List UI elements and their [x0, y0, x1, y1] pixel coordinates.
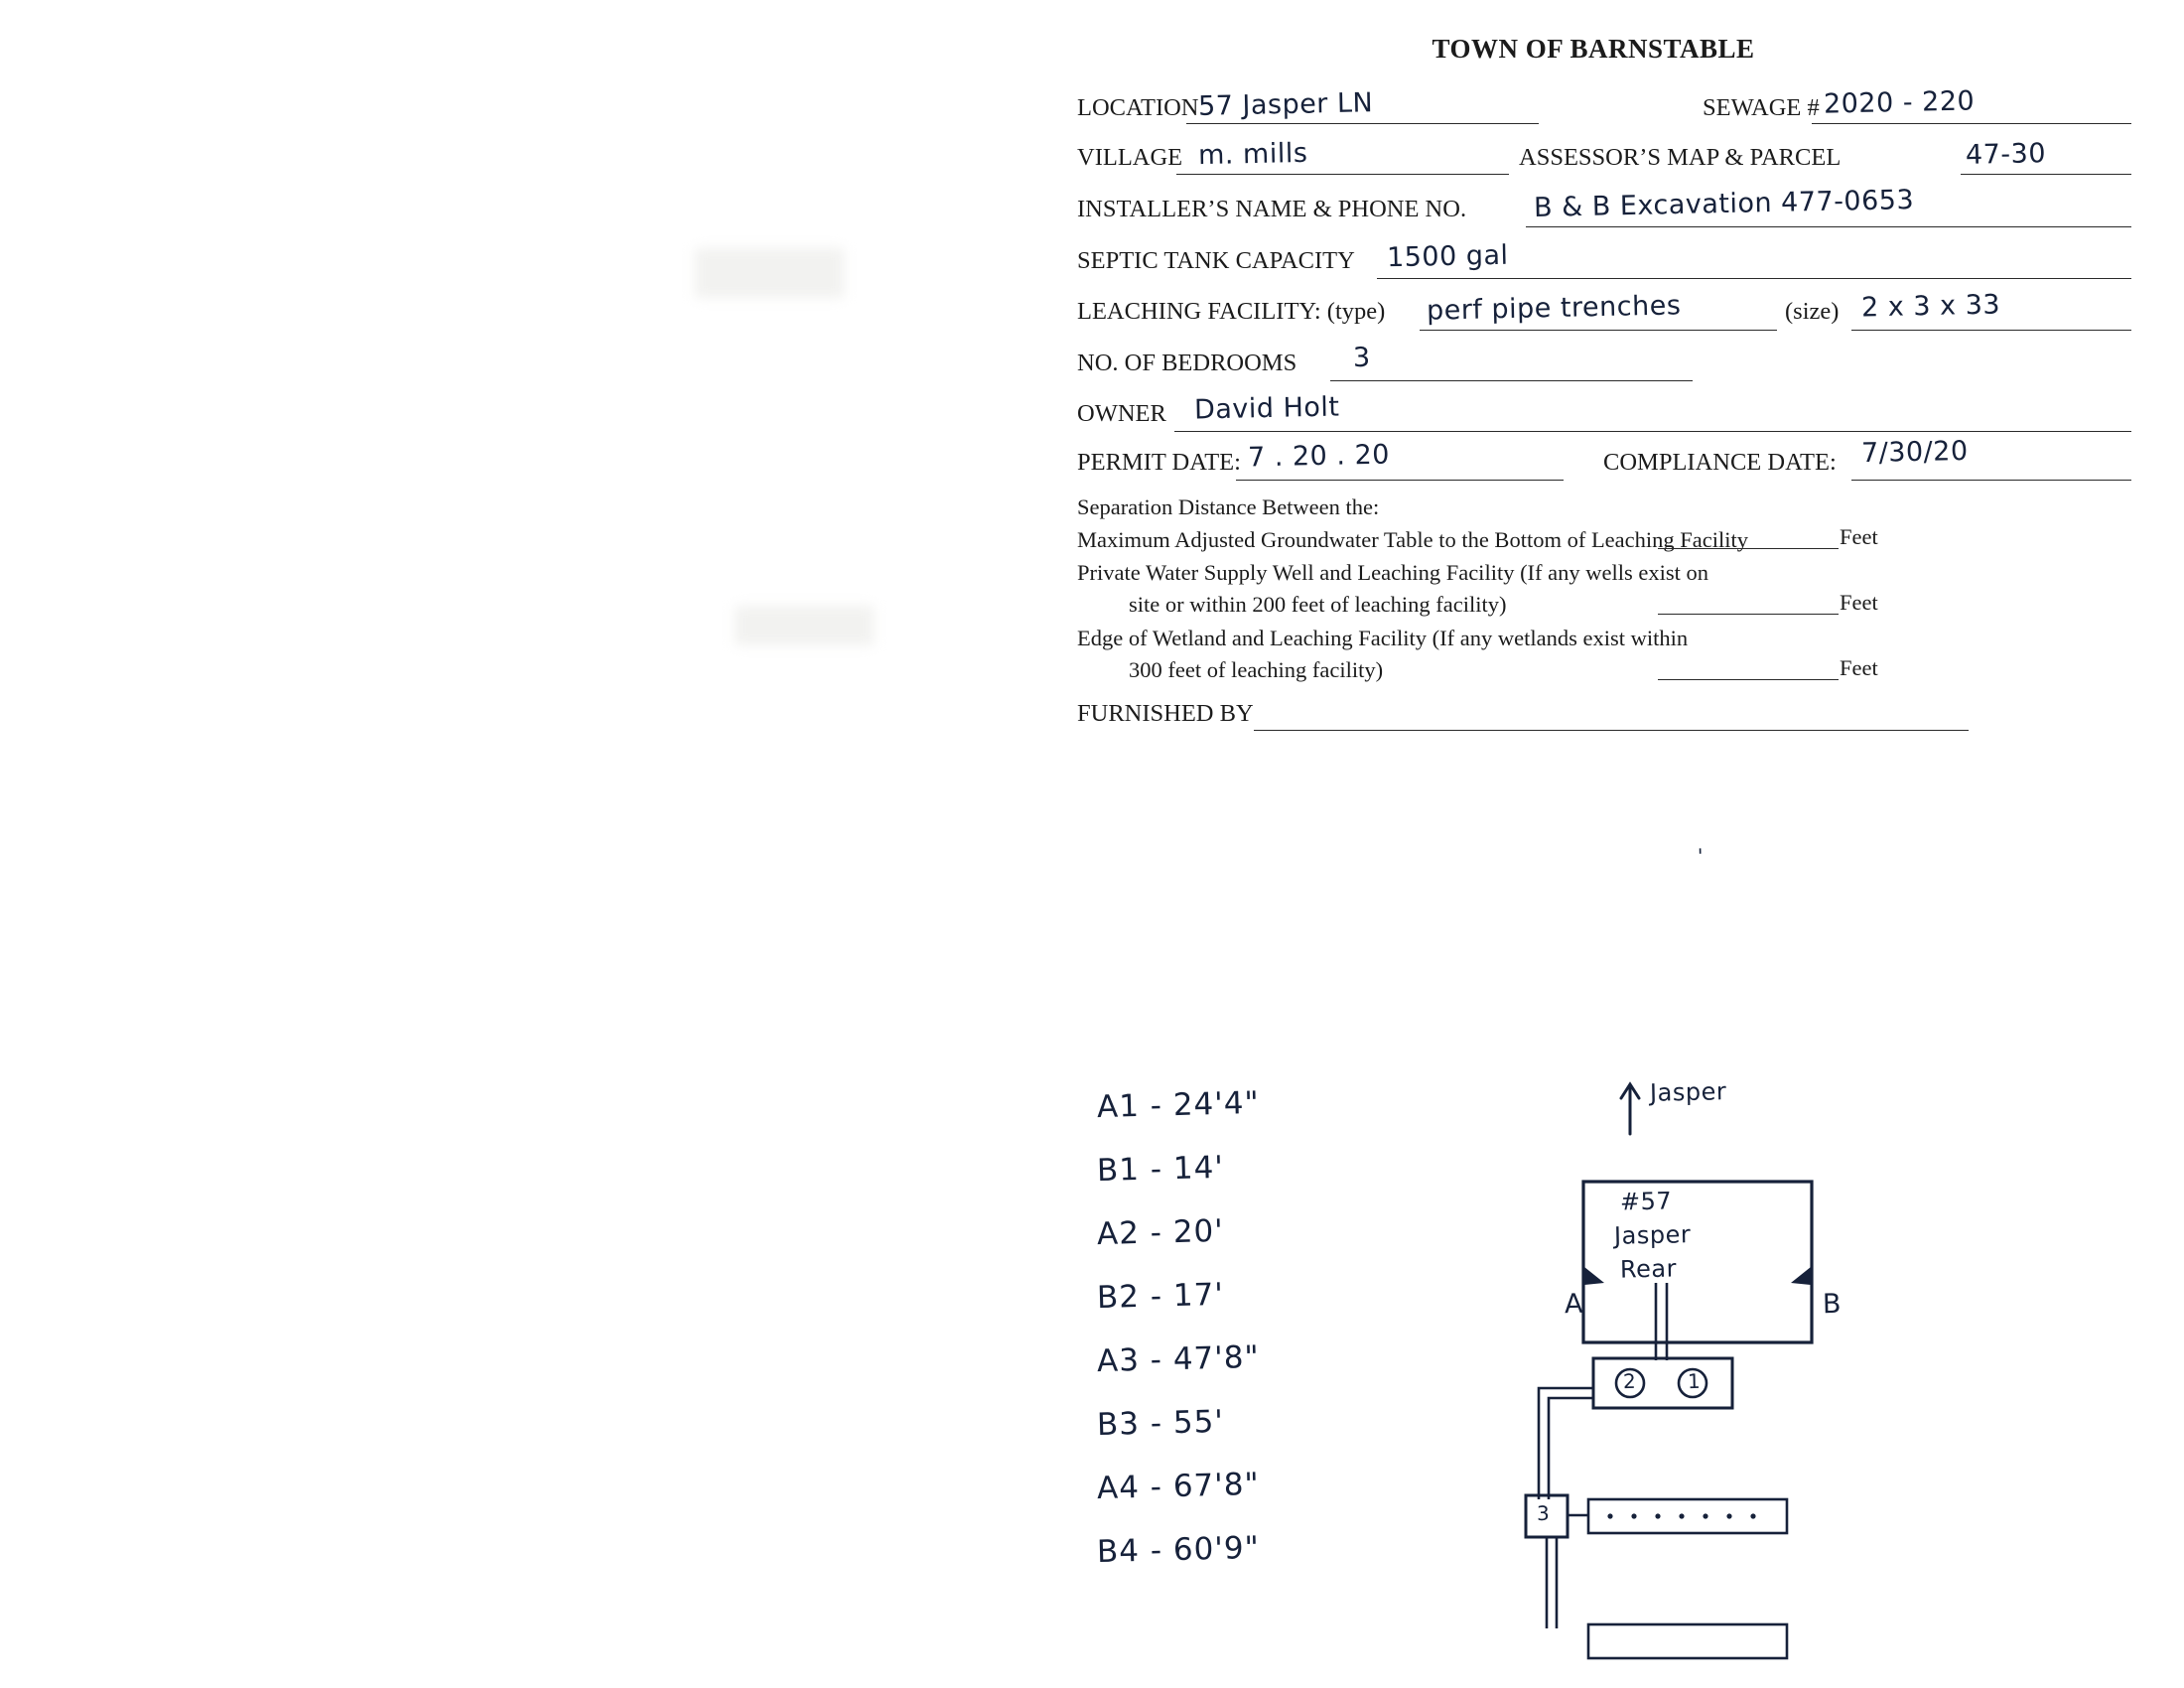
as-built-sketch — [1390, 1072, 2085, 1688]
list-item: A1 - 24'4" — [1096, 1084, 1261, 1126]
house-outline — [1583, 1182, 1812, 1342]
septic-tank-outline — [1593, 1358, 1732, 1408]
separation-line-2b: site or within 200 feet of leaching facility) — [1129, 592, 1507, 617]
village-value: m. mills — [1197, 137, 1308, 172]
separation-unit-2: Feet — [1840, 590, 1878, 615]
separation-rule-2 — [1658, 614, 1839, 615]
installer-rule — [1526, 226, 2131, 227]
tank-port-left-label: 2 — [1622, 1368, 1637, 1394]
bedrooms-value: 3 — [1352, 342, 1372, 374]
assessors-label: ASSESSOR’S MAP & PARCEL — [1519, 144, 1842, 171]
separation-line-3b: 300 feet of leaching facility) — [1129, 657, 1384, 682]
location-value: 57 Jasper LN — [1197, 87, 1374, 122]
list-item: A4 - 67'8" — [1096, 1466, 1261, 1507]
furnished-by-rule — [1254, 730, 1969, 731]
septic-capacity-label: SEPTIC TANK CAPACITY — [1077, 247, 1355, 274]
house-label-line-3: Rear — [1619, 1254, 1678, 1284]
sewage-value: 2020 - 220 — [1823, 85, 1976, 120]
separation-heading: Separation Distance Between the: — [1077, 494, 1380, 519]
house-label-line-1: #57 — [1619, 1187, 1673, 1216]
installer-value: B & B Excavation 477-0653 — [1533, 184, 1915, 224]
leaching-facility-label: LEACHING FACILITY: (type) — [1077, 298, 1386, 325]
septic-capacity-value: 1500 gal — [1386, 239, 1509, 274]
separation-rule-1 — [1658, 548, 1839, 549]
corner-marker-b-icon — [1791, 1267, 1811, 1285]
septic-capacity-rule — [1377, 278, 2131, 279]
compliance-date-value: 7/30/20 — [1860, 435, 1969, 470]
separation-line-1: Maximum Adjusted Groundwater Table to the Bottom of Leaching Facility — [1077, 527, 1749, 552]
list-item: B3 - 55' — [1096, 1403, 1225, 1444]
sketch-svg — [1390, 1072, 2085, 1688]
leaching-size-value: 2 x 3 x 33 — [1860, 289, 2001, 324]
corner-marker-a-label: A — [1564, 1288, 1584, 1321]
bedrooms-rule — [1330, 380, 1693, 381]
village-rule — [1176, 174, 1509, 175]
permit-date-rule — [1236, 480, 1564, 481]
street-arrow-icon — [1621, 1084, 1639, 1134]
stray-ink-mark: ' — [1697, 843, 1705, 869]
list-item: A2 - 20' — [1096, 1212, 1225, 1253]
tank-port-right-label: 1 — [1687, 1368, 1702, 1394]
dimension-list — [1096, 1084, 1261, 1596]
separation-rule-3 — [1658, 679, 1839, 680]
trench-perforation-dots — [1607, 1513, 1755, 1518]
assessors-value: 47-30 — [1965, 138, 2047, 171]
installer-label: INSTALLER’S NAME & PHONE NO. — [1077, 196, 1467, 222]
sewage-label: SEWAGE # — [1703, 94, 1820, 121]
separation-unit-1: Feet — [1840, 524, 1878, 549]
assessors-rule — [1961, 174, 2131, 175]
scan-smudge — [735, 606, 874, 645]
location-rule — [1186, 123, 1539, 124]
separation-line-2a: Private Water Supply Well and Leaching Facility (If any wells exist on — [1077, 560, 1709, 585]
leaching-type-value: perf pipe trenches — [1426, 290, 1682, 327]
owner-value: David Holt — [1193, 391, 1340, 426]
leaching-trench-1 — [1588, 1499, 1787, 1533]
owner-label: OWNER — [1077, 400, 1166, 427]
page-left-margin — [0, 0, 477, 1688]
village-label: VILLAGE — [1077, 144, 1183, 171]
furnished-by-label: FURNISHED BY — [1077, 700, 1254, 727]
list-item: B1 - 14' — [1096, 1149, 1225, 1190]
list-item: A3 - 47'8" — [1096, 1338, 1261, 1380]
leaching-type-rule — [1420, 330, 1777, 331]
compliance-date-rule — [1851, 480, 2131, 481]
house-label-line-2: Jasper — [1613, 1220, 1692, 1250]
scan-smudge — [695, 248, 844, 298]
leaching-size-label: (size) — [1785, 298, 1840, 325]
location-label: LOCATION — [1077, 94, 1199, 121]
separation-unit-3: Feet — [1840, 655, 1878, 680]
separation-line-3a: Edge of Wetland and Leaching Facility (If any wetlands exist within — [1077, 626, 1689, 650]
compliance-date-label: COMPLIANCE DATE: — [1603, 449, 1837, 476]
leaching-trench-2 — [1588, 1624, 1787, 1658]
distribution-box-label: 3 — [1536, 1500, 1551, 1526]
list-item: B4 - 60'9" — [1096, 1529, 1261, 1571]
permit-date-value: 7 . 20 . 20 — [1247, 439, 1391, 474]
bedrooms-label: NO. OF BEDROOMS — [1077, 350, 1297, 376]
corner-marker-a-icon — [1584, 1267, 1604, 1285]
leaching-size-rule — [1851, 330, 2131, 331]
owner-rule — [1174, 431, 2131, 432]
corner-marker-b-label: B — [1822, 1288, 1843, 1321]
permit-date-label: PERMIT DATE: — [1077, 449, 1241, 476]
page-title: TOWN OF BARNSTABLE — [1432, 34, 1755, 64]
list-item: B2 - 17' — [1096, 1276, 1225, 1317]
sewage-rule — [1812, 123, 2131, 124]
street-arrow-label: Jasper — [1649, 1077, 1727, 1107]
